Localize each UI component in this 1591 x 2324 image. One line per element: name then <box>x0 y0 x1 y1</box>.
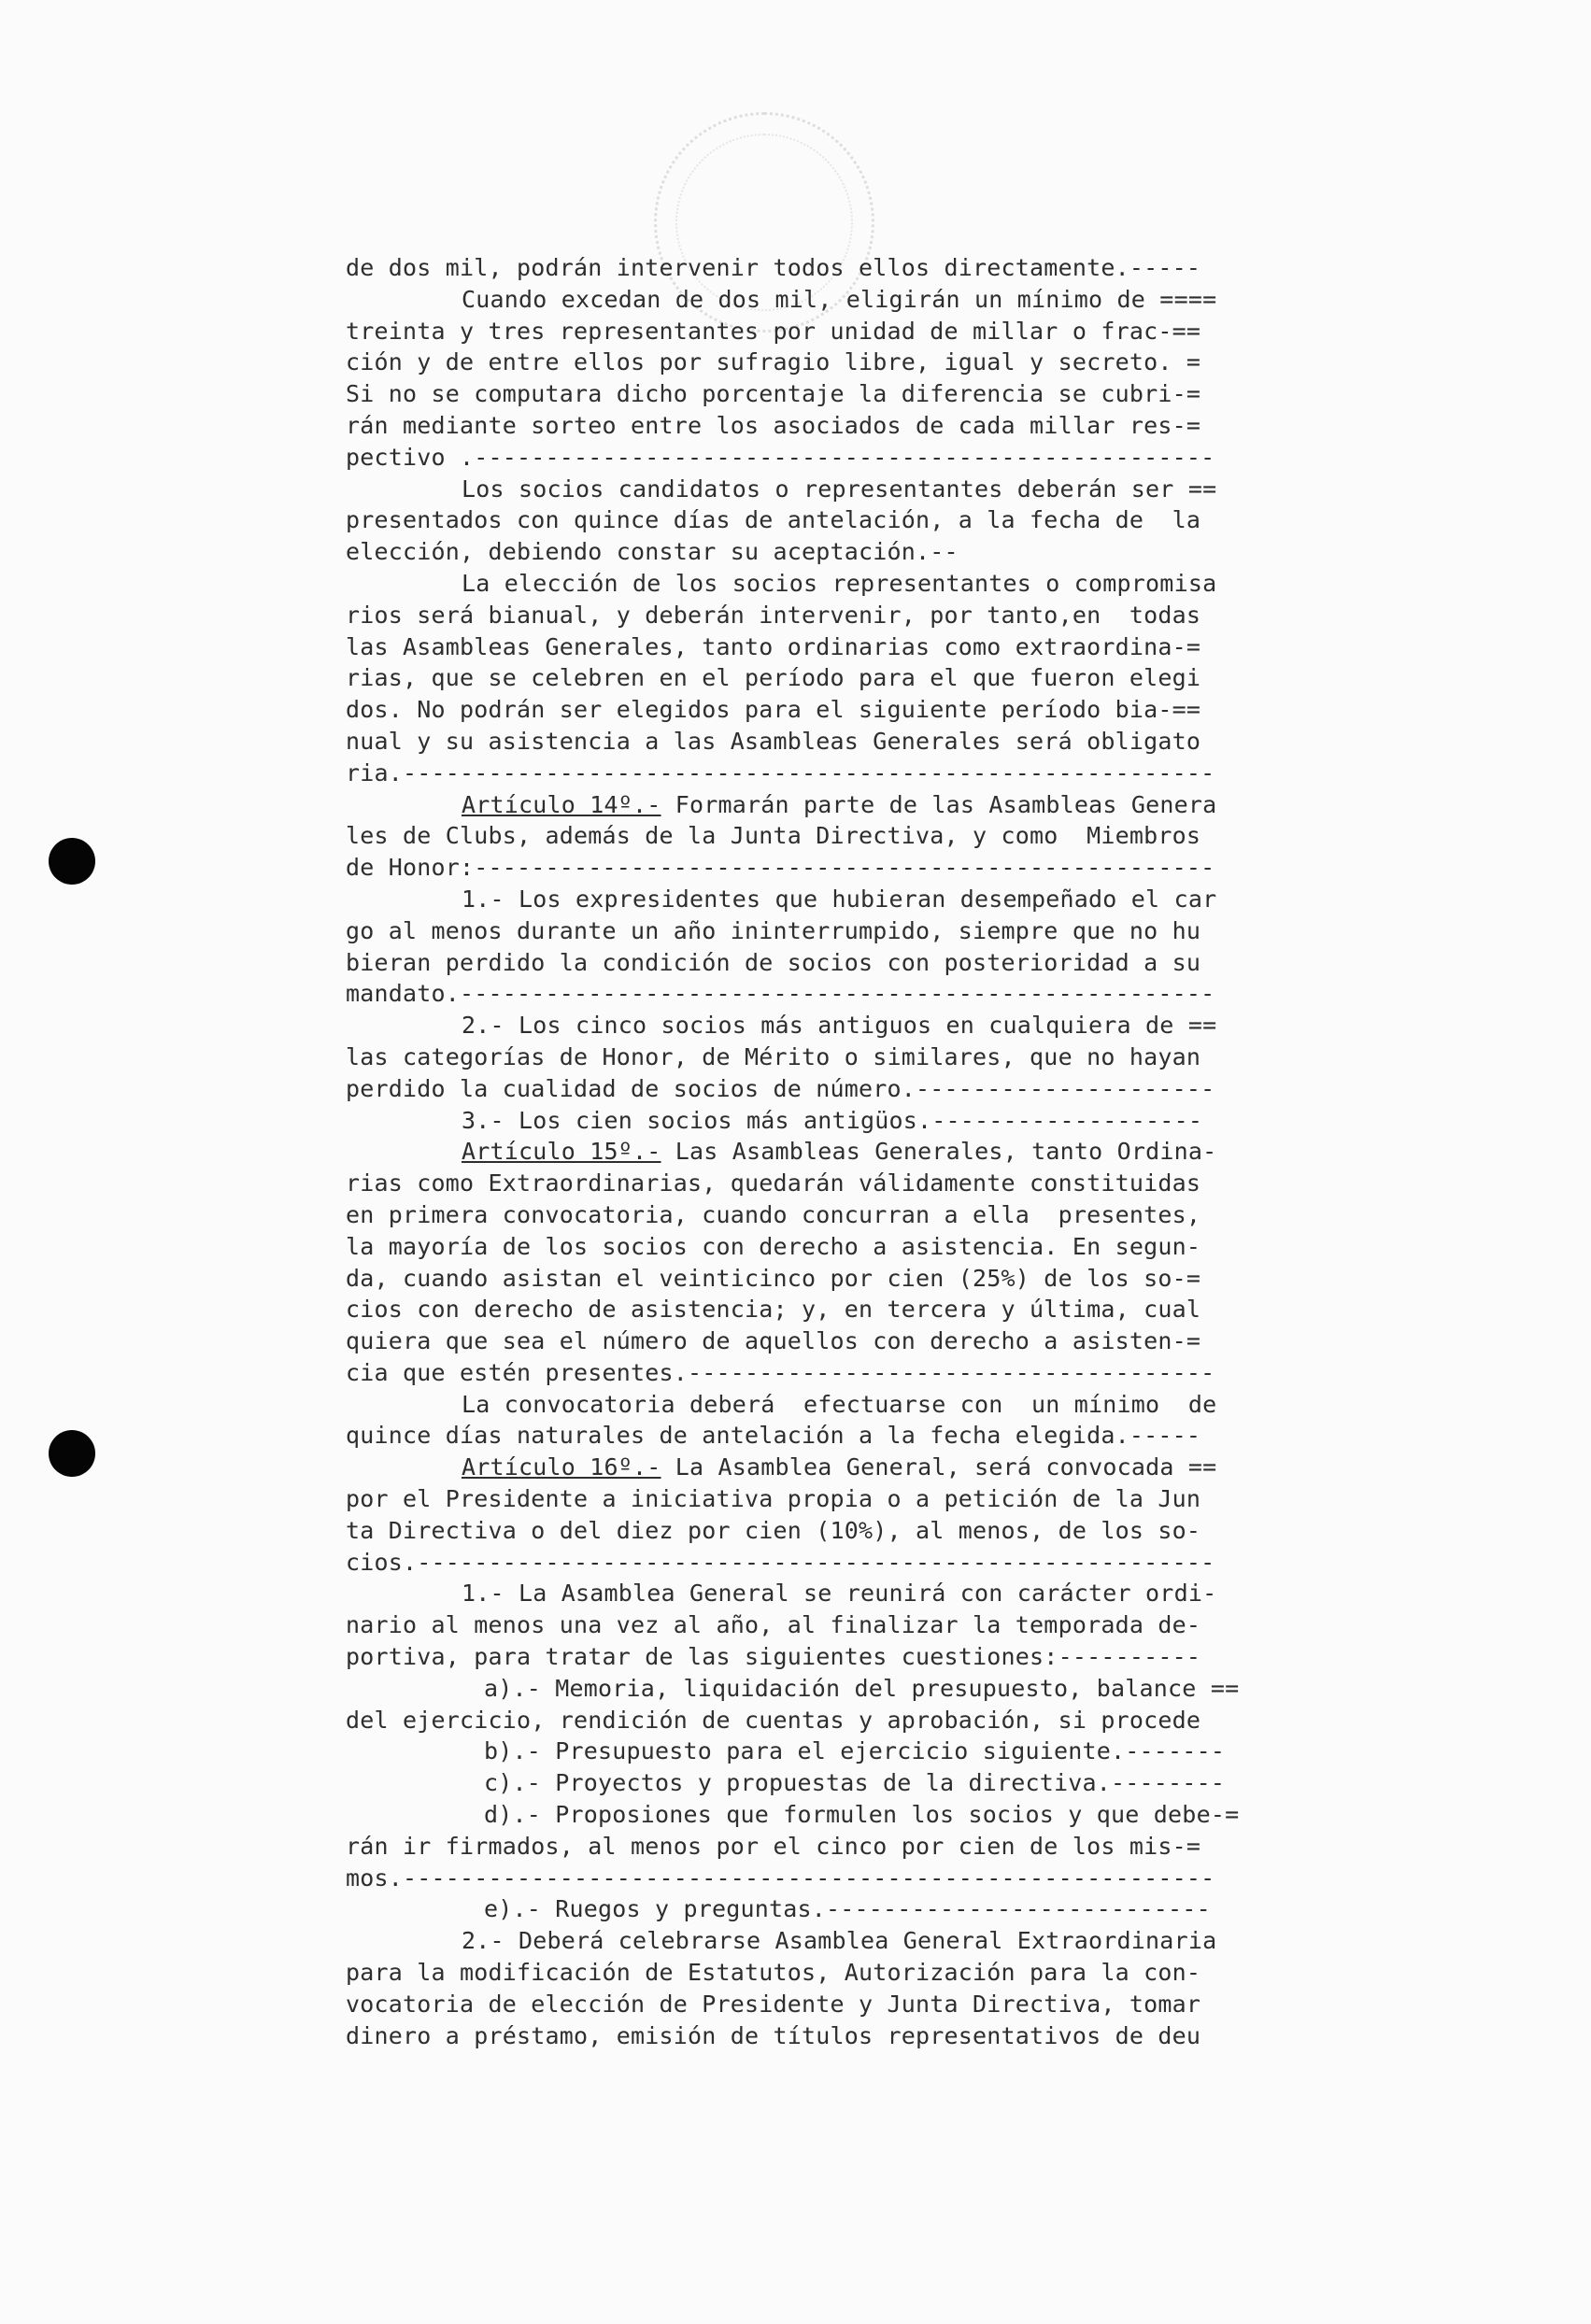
line-text: portiva, para tratar de las siguientes cuestiones:---------- <box>346 1643 1201 1671</box>
text-line <box>346 1736 1355 1767</box>
text-line <box>346 1010 1355 1042</box>
line-text: Las Asambleas Generales, tanto Ordina- <box>675 1138 1217 1166</box>
line-text: ción y de entre ellos por sufragio libre, igual y secreto. = <box>346 348 1201 376</box>
line-text: ria.--------------------------------------------------------- <box>346 758 1215 786</box>
line-text: de Honor:---------------------------------------------------- <box>346 854 1215 882</box>
text-line <box>346 1547 1355 1579</box>
line-text: pectivo .---------------------------------------------------- <box>346 443 1215 471</box>
text-line <box>346 884 1355 915</box>
text-line <box>346 1799 1355 1831</box>
article-heading: Artículo 15º.- <box>462 1138 661 1166</box>
line-text: b).- Presupuesto para el ejercicio siguiente.------- <box>484 1737 1226 1765</box>
text-line <box>346 789 1355 821</box>
line-text: ta Directiva o del diez por cien (10%), al menos, de los so- <box>346 1516 1201 1544</box>
line-text: cios con derecho de asistencia; y, en tercera y última, cual <box>346 1296 1201 1324</box>
line-text: rias, que se celebren en el período para el que fueron elegi <box>346 664 1201 692</box>
line-text: cia que estén presentes.------------------------------------- <box>346 1358 1215 1386</box>
line-text: en primera convocatoria, cuando concurran a ella presentes, <box>346 1200 1201 1228</box>
text-line <box>346 1989 1355 2020</box>
text-line <box>346 568 1355 600</box>
text-line <box>346 852 1355 884</box>
text-line <box>346 316 1355 347</box>
line-text: perdido la cualidad de socios de número.--------------------- <box>346 1074 1215 1102</box>
text-line <box>346 694 1355 726</box>
line-text: vocatoria de elección de Presidente y Junta Directiva, tomar <box>346 1990 1201 2018</box>
text-line <box>346 915 1355 947</box>
text-line <box>346 726 1355 758</box>
text-line <box>346 1767 1355 1799</box>
text-line <box>346 1925 1355 1957</box>
line-text: dinero a préstamo, emisión de títulos representativos de deu <box>346 2021 1201 2049</box>
text-line <box>346 1831 1355 1863</box>
line-text: nual y su asistencia a las Asambleas Generales será obligato <box>346 727 1201 755</box>
line-text: por el Presidente a iniciativa propia o a petición de la Jun <box>346 1485 1201 1513</box>
line-text: las Asambleas Generales, tanto ordinarias como extraordina-= <box>346 632 1201 660</box>
text-line <box>346 1957 1355 1989</box>
line-text: rán mediante sorteo entre los asociados de cada millar res-= <box>346 411 1201 439</box>
line-text: c).- Proyectos y propuestas de la directiva.-------- <box>484 1769 1226 1797</box>
line-text: d).- Proposiones que formulen los socios y que debe-= <box>484 1801 1240 1829</box>
line-text: da, cuando asistan el veinticinco por cien (25%) de los so-= <box>346 1264 1201 1292</box>
line-text: mos.--------------------------------------------------------- <box>346 1863 1215 1892</box>
text-line <box>346 820 1355 852</box>
text-line <box>346 410 1355 442</box>
text-line <box>346 1673 1355 1705</box>
article-heading: Artículo 16º.- <box>462 1453 661 1481</box>
text-line <box>346 758 1355 789</box>
line-text: La elección de los socios representantes o compromisa <box>462 569 1217 597</box>
article-heading: Artículo 14º.- <box>462 790 661 818</box>
line-text: Formarán parte de las Asambleas Genera <box>675 790 1217 818</box>
line-text: Si no se computara dicho porcentaje la diferencia se cubri-= <box>346 380 1201 408</box>
text-line <box>346 378 1355 410</box>
text-line <box>346 1609 1355 1641</box>
text-line <box>346 1705 1355 1736</box>
text-line <box>346 2020 1355 2052</box>
line-text: 3.- Los cien socios más antigüos.------------------- <box>462 1106 1203 1134</box>
line-text: La convocatoria deberá efectuarse con un mínimo de <box>462 1390 1217 1418</box>
text-line <box>346 1483 1355 1515</box>
text-line <box>346 1389 1355 1421</box>
punch-hole-bottom <box>49 1430 95 1477</box>
line-text: les de Clubs, además de la Junta Directiva, y como Miembros <box>346 822 1201 850</box>
line-text: rias como Extraordinarias, quedarán válidamente constituidas <box>346 1169 1201 1197</box>
punch-hole-top <box>49 838 95 885</box>
line-text: 1.- Los expresidentes que hubieran desempeñado el car <box>462 885 1217 913</box>
line-text: quince días naturales de antelación a la fecha elegida.----- <box>346 1422 1201 1450</box>
text-line <box>346 1515 1355 1547</box>
line-text: cios.-------------------------------------------------------- <box>346 1548 1215 1576</box>
text-line <box>346 1578 1355 1609</box>
text-line <box>346 1294 1355 1325</box>
line-text: go al menos durante un año ininterrumpido, siempre que no hu <box>346 916 1201 944</box>
line-text: del ejercicio, rendición de cuentas y aprobación, si procede <box>346 1706 1201 1734</box>
text-line <box>346 1073 1355 1105</box>
text-line <box>346 1199 1355 1231</box>
text-line <box>346 1863 1355 1894</box>
line-text: para la modificación de Estatutos, Autorización para la con- <box>346 1959 1201 1987</box>
text-line <box>346 1325 1355 1357</box>
text-line <box>346 284 1355 316</box>
text-line <box>346 1042 1355 1073</box>
text-line <box>346 1420 1355 1452</box>
text-line <box>346 1357 1355 1389</box>
text-line <box>346 1136 1355 1168</box>
text-line <box>346 347 1355 378</box>
line-text: las categorías de Honor, de Mérito o similares, que no hayan <box>346 1042 1201 1070</box>
line-text: 2.- Deberá celebrarse Asamblea General Extraordinaria <box>462 1927 1217 1955</box>
text-line <box>346 1452 1355 1483</box>
text-line <box>346 536 1355 568</box>
line-text: nario al menos una vez al año, al finalizar la temporada de- <box>346 1611 1201 1639</box>
line-text: bieran perdido la condición de socios con posterioridad a su <box>346 948 1201 976</box>
line-text: 2.- Los cinco socios más antiguos en cualquiera de == <box>462 1012 1217 1040</box>
line-text: dos. No podrán ser elegidos para el siguiente período bia-== <box>346 696 1201 724</box>
line-text: la mayoría de los socios con derecho a asistencia. En segun- <box>346 1232 1201 1260</box>
line-text: quiera que sea el número de aquellos con derecho a asisten-= <box>346 1327 1201 1355</box>
line-text: de dos mil, podrán intervenir todos ellos directamente.----- <box>346 254 1201 281</box>
text-line <box>346 631 1355 663</box>
line-text: treinta y tres representantes por unidad de millar o frac-== <box>346 317 1201 345</box>
text-line <box>346 1105 1355 1137</box>
line-text: Cuando excedan de dos mil, eligirán un mínimo de ==== <box>462 285 1217 313</box>
text-line <box>346 252 1355 284</box>
text-line <box>346 947 1355 979</box>
text-line <box>346 978 1355 1010</box>
line-text: e).- Ruegos y preguntas.--------------------------- <box>484 1895 1211 1923</box>
text-line <box>346 662 1355 694</box>
text-line <box>346 1263 1355 1295</box>
text-line <box>346 1893 1355 1925</box>
line-text: La Asamblea General, será convocada == <box>675 1453 1217 1481</box>
text-line <box>346 442 1355 474</box>
text-line <box>346 1641 1355 1673</box>
line-text: Los socios candidatos o representantes deberán ser == <box>462 475 1217 503</box>
text-line <box>346 600 1355 631</box>
line-text: presentados con quince días de antelación, a la fecha de la <box>346 506 1201 534</box>
line-text: 1.- La Asamblea General se reunirá con carácter ordi- <box>462 1580 1217 1608</box>
text-line <box>346 474 1355 505</box>
statute-text-body <box>346 252 1355 2051</box>
text-line <box>346 504 1355 536</box>
line-text: rán ir firmados, al menos por el cinco por cien de los mis-= <box>346 1832 1201 1860</box>
text-line <box>346 1168 1355 1199</box>
line-text: rios será bianual, y deberán intervenir, por tanto,en todas <box>346 601 1201 629</box>
line-text: mandato.----------------------------------------------------- <box>346 980 1215 1008</box>
line-text: a).- Memoria, liquidación del presupuesto, balance == <box>484 1674 1240 1702</box>
text-line <box>346 1231 1355 1263</box>
line-text: elección, debiendo constar su aceptación.-- <box>346 538 959 566</box>
